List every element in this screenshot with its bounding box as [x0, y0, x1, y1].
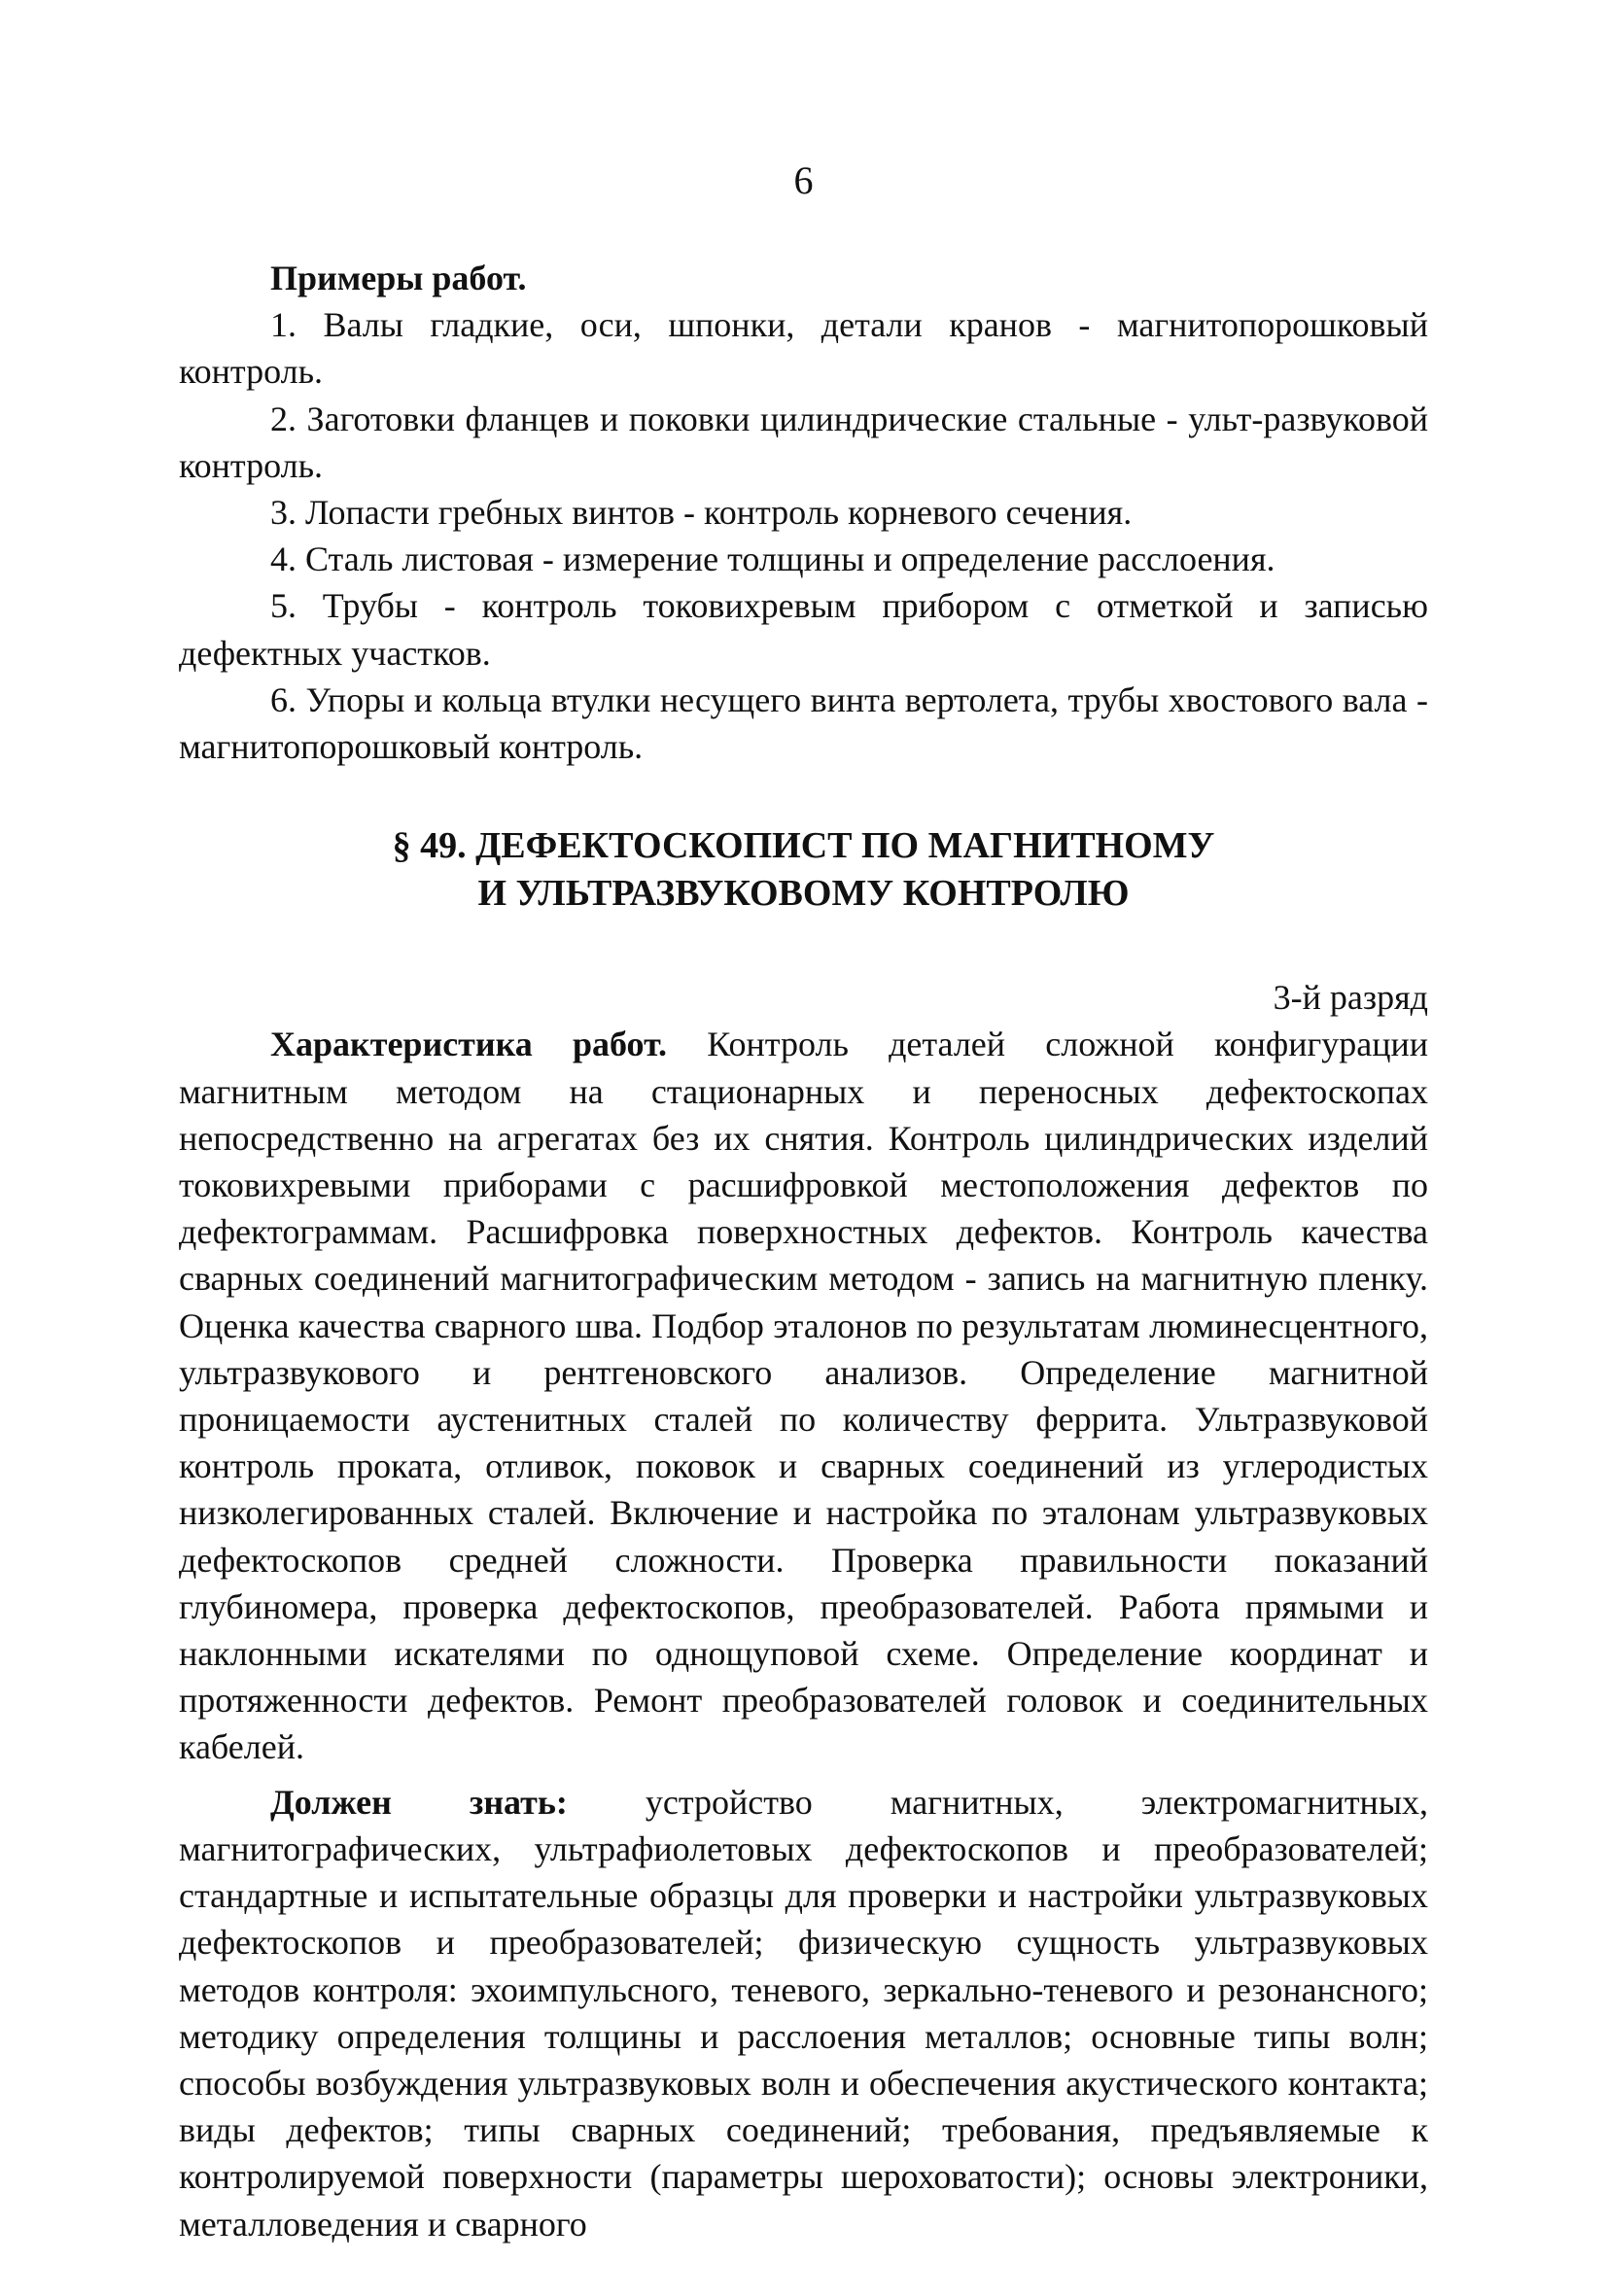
knowledge-label: Должен знать:	[270, 1782, 568, 1822]
page-number: 6	[793, 158, 814, 202]
characteristics-text: Контроль деталей сложной конфигурации магнитным методом на стационарных и переносных дефектоскопах непосредственно на агрегатах без их снятия. Контроль цилиндрических изделий токовихревыми приборами с расшифровкой местоположения дефектов по дефектограммам. Расшифровка поверхностных дефектов. Контроль качества сварных соединений магнитографическим методом - запись на магнитную пленку. Оценка качества сварного шва. Подбор эталонов по результатам люминесцентного, ультразвукового и рентгеновского анализов. Определение магнитной проницаемости аустенитных сталей по количеству феррита. Ультразвуковой контроль проката, отливок, поковок и сварных соединений из углеродистых низколегированных сталей. Включение и настройка по эталонам ультразвуковых дефектоскопов средней сложности. Проверка правильности показаний глубиномера, проверка дефектоскопов, преобразователей. Работа прямыми и наклонными искателями по однощуповой схеме. Определение координат и протяженности дефектов. Ремонт преобразователей головок и соединительных кабелей.	[179, 1025, 1429, 1767]
knowledge-text: устройство магнитных, электромагнитных, магнитографических, ультрафиолетовых дефектоскопов и преобразователей; стандартные и испытательные образцы для проверки и настройки ультразвуковых дефектоскопов и преобразователей; физическую сущность ультразвуковых методов контроля: эхоимпульсного, теневого, зеркально-теневого и резонансного; методику определения толщины и расслоения металлов; основные типы волн; способы возбуждения ультразвуковых волн и обеспечения акустического контакта; виды дефектов; типы сварных соединений; требования, предъявляемые к контролируемой поверхности (параметры шероховатости); основы электроники, металловедения и сварного	[179, 1782, 1428, 2244]
example-item-2: 2. Заготовки фланцев и поковки цилиндрические стальные - ульт-развуковой контроль.	[179, 399, 1428, 485]
example-item-1: 1. Валы гладкие, оси, шпонки, детали кранов - магнитопорошковый контроль.	[179, 305, 1428, 392]
section-title-line-2: И УЛЬТРАЗВУКОВОМУ КОНТРОЛЮ	[477, 873, 1130, 915]
section-title-line-1: § 49. ДЕФЕКТОСКОПИСТ ПО МАГНИТНОМУ	[392, 825, 1215, 867]
knowledge-paragraph	[179, 1779, 1428, 2247]
examples-heading: Примеры работ.	[270, 259, 527, 297]
example-item-4: 4. Сталь листовая - измерение толщины и определение расслоения.	[270, 539, 1275, 579]
section-title	[179, 822, 1428, 918]
page-content	[179, 255, 1428, 2247]
example-item-3: 3. Лопасти гребных винтов - контроль корневого сечения.	[270, 493, 1133, 533]
example-item-6: 6. Упоры и кольца втулки несущего винта вертолета, трубы хвостового вала - магнитопорошковый контроль.	[179, 679, 1428, 767]
example-item-5: 5. Трубы - контроль токовихревым прибором с отметкой и записью дефектных участков.	[179, 586, 1428, 673]
grade-label: 3-й разряд	[1273, 978, 1428, 1018]
characteristics-label: Характеристика работ.	[270, 1025, 668, 1064]
characteristics-paragraph	[179, 1021, 1428, 1770]
